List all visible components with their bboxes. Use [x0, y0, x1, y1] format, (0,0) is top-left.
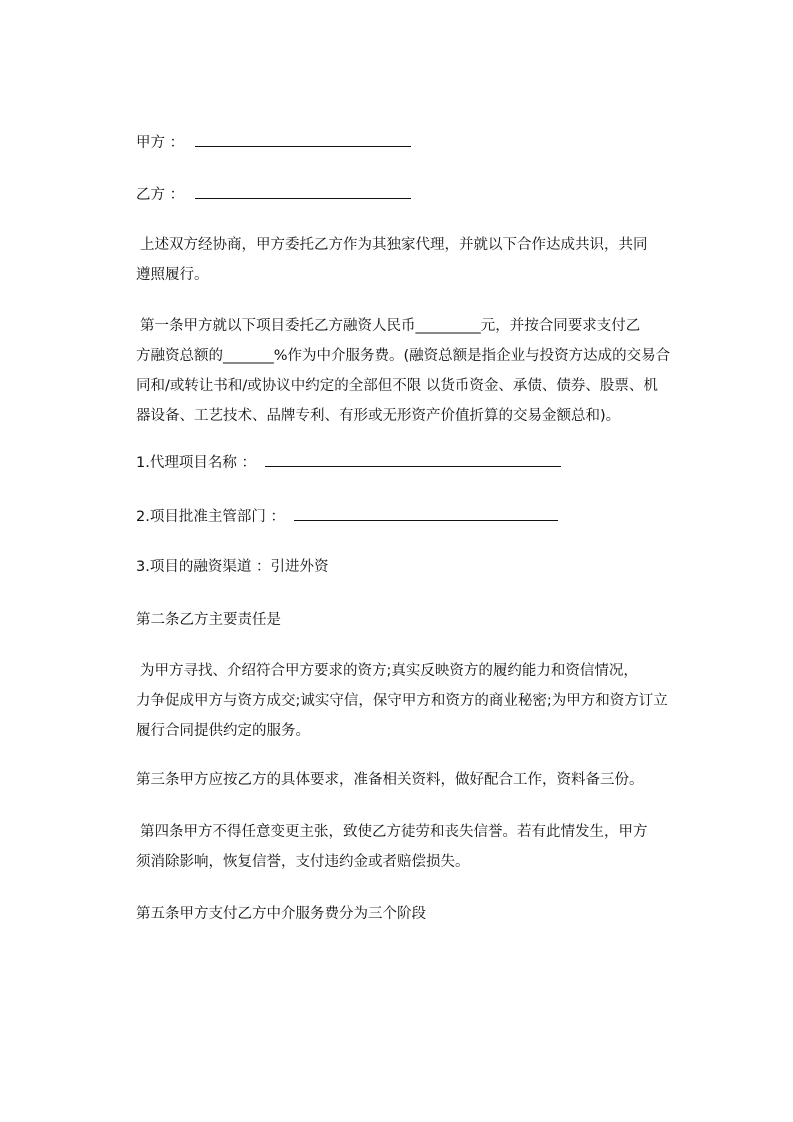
item-2-blank[interactable] [294, 506, 558, 521]
party-b-blank[interactable] [195, 184, 411, 199]
article-1-line-3: 同和/或转让书和/或协议中约定的全部但不限 以货币资金、承债、债券、股票、机 [136, 378, 658, 394]
article-5-title [136, 904, 426, 924]
article-1-line-1: 第一条甲方就以下项目委托乙方融资人民币_________元，并按合同要求支付乙 [140, 318, 641, 334]
article-2-title-text: 第二条乙方主要责任是 [136, 612, 281, 628]
article-4-paragraph [136, 817, 704, 877]
article-3-line [136, 770, 644, 790]
party-a-label: 甲方 ： [136, 135, 185, 151]
article-1-paragraph [136, 311, 704, 431]
party-a-blank[interactable] [195, 132, 411, 147]
article-3-text: 第三条甲方应按乙方的具体要求，准备相关资料，做好配合工作，资料备三份。 [136, 772, 644, 788]
item-2-line [136, 506, 558, 527]
article-5-title-text: 第五条甲方支付乙方中介服务费分为三个阶段 [136, 906, 426, 922]
item-1-line [136, 452, 561, 473]
article-4-line-2: 须消除影响，恢复信誉，支付违约金或者赔偿损失。 [136, 854, 470, 870]
article-1-line-2: 方融资总额的_______%作为中介服务费。(融资总额是指企业与投资方达成的交易合 [136, 348, 671, 364]
item-3-text: 3.项目的融资渠道 ：引进外资 [136, 559, 329, 575]
item-3-line [136, 557, 328, 577]
intro-line-1: 上述双方经协商，甲方委托乙方作为其独家代理，并就以下合作达成共识，共同 [140, 237, 648, 253]
article-2-line-1: 为甲方寻找、介绍符合甲方要求的资方;真实反映资方的履约能力和资信情况， [140, 663, 638, 679]
article-1-line-4: 器设备、工艺技术、品牌专利、有形或无形资产价值折算的交易金额总和)。 [136, 408, 621, 424]
article-2-title [136, 610, 281, 630]
article-2-line-2: 力争促成甲方与资方成交;诚实守信，保守甲方和资方的商业秘密;为甲方和资方订立 [136, 693, 668, 709]
article-4-line-1: 第四条甲方不得任意变更主张，致使乙方徒劳和丧失信誉。若有此情发生，甲方 [140, 824, 648, 840]
party-b-line [136, 184, 411, 205]
party-a-line [136, 132, 411, 153]
item-1-label: 1.代理项目名称 ： [136, 455, 256, 471]
item-2-label: 2.项目批准主管部门 ： [136, 509, 285, 525]
article-2-line-3: 履行合同提供约定的服务。 [136, 723, 310, 739]
intro-paragraph [136, 230, 704, 290]
item-1-blank[interactable] [265, 452, 561, 467]
article-2-paragraph [136, 656, 704, 746]
intro-line-2: 遵照履行。 [136, 267, 209, 283]
party-b-label: 乙方 ： [136, 187, 185, 203]
